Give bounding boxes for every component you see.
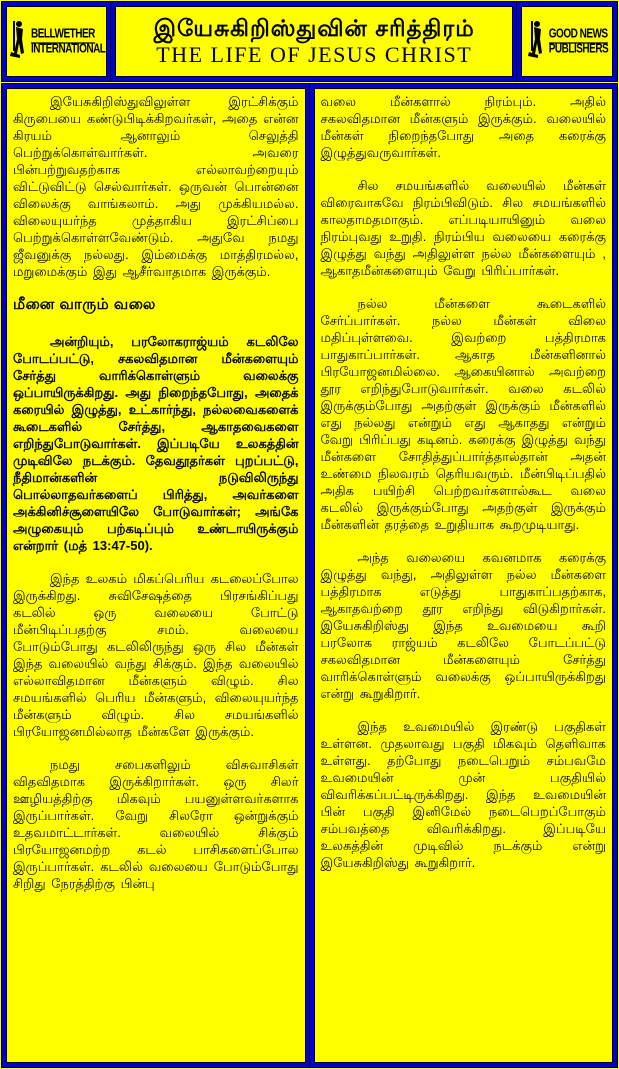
paragraph: அந்த வலையை கவனமாக கரைக்கு இழுத்து வந்து, அதிலுள்ள நல்ல மீன்களை பத்திரமாக எடுத்து பாதுகாப்பதற்காக, ஆகாதவற்றை தூர எறிந்து விடுகிறார்கள். இயேசுகிறிஸ்து இந்த உவமையை கூறி பரலோக ராஜ்யம் கடலிலே போடப்பட்டு சகலவிதமான மீன்களையும் சேர்த்து வாரிக்கொள்ளும் வலைக்கு ஒப்பாயிருக்கிறது என்று கூறுகிறார். bbox=[320, 550, 606, 701]
paragraph: இந்த உவமையில் இரண்டு பகுதிகள் உள்ளன. முதலாவது பகுதி மிகவும் தெளிவாக உள்ளது. தற்போது நடைபெறும் சம்பவமே உவமையின் முன் பகுதியில் விவரிக்கப்பட்டிருக்கிறது. இந்த உவமையின் பின் பகுதி இனிமேல் நடைபெறப்போகும் சம்பவத்தை விவரிக்கிறது. இப்படியே உலகத்தின் முடிவில் நடக்கும் என்று இயேசுகிறிஸ்து கூறுகிறார். bbox=[320, 719, 606, 870]
bellwether-logo-text bbox=[31, 26, 106, 56]
bellwether-logo-line2: INTERNATIONAL bbox=[31, 42, 106, 56]
bellwether-figure-icon bbox=[8, 19, 28, 64]
paragraph: சில சமயங்களில் வலையில் மீன்கள் விரைவாகவே நிரம்பிவிடும். சில சமயங்களில் காலதாமதமாகும். எப்படியாயினும் வலை நிரம்புவது உறுதி. நிரம்பிய வலையை கரைக்கு இழுத்து வந்து அதிலுள்ள நல்ல மீன்களையும் , ஆகாதமீன்களையும் வேறு பிரிப்பார்கள். bbox=[320, 178, 606, 278]
header bbox=[2, 2, 617, 81]
title-box bbox=[111, 2, 517, 81]
bellwether-logo-line1: BELLWETHER bbox=[31, 27, 95, 43]
right-column bbox=[310, 84, 618, 1067]
paragraph: நல்ல மீன்களை கூடைகளில் சேர்ப்பார்கள். நல்ல மீன்கள் விலை மதிப்புள்ளவை. இவற்றை பத்திரமாக பாதுகாப்பார்கள். ஆகாத மீன்களினால் பிரயோஜனமில்லை. ஆகையினால் அவற்றை தூர எறிந்துபோடுவார்கள். வலை கடலில் இருக்கும்போது அதற்குள் இருக்கும் மீன்களில் எது நல்லது என்றும் எது ஆகாதது என்றும் வேறு பிரிப்பது கடினம். கரைக்கு இழுத்து வந்து மீன்களை சோதித்துப்பார்த்தால்தான் அதன் உண்மை நிலவரம் தெரியவரும். மீன்பிடிப்பதில் அதிக பயிற்சி பெற்றவர்களால்கூட வலை கடலில் இருக்கும்போது அதற்குள் இருக்கும் மீன்களின் தரத்தை உறுதியாக கூறமுடியாது. bbox=[320, 296, 606, 532]
paragraph: நமது சபைகளிலும் விசுவாசிகள் விதவிதமாக இருக்கிறார்கள். ஒரு சிலர் ஊழியத்திற்கு மிகவும் பயனுள்ளவர்களாக இருப்பார்கள். வேறு சிலரோ ஒன்றுக்கும் உதவமாட்டார்கள். வலையில் சிக்கும் பிரயோஜனமற்ற கடல் பாசிகளைப்போல இருப்பார்கள். கடலில் வலையை போடும்போது சிறிது நேரத்திற்கு பின்பு bbox=[13, 757, 299, 891]
paragraph-continuation: வலை மீன்களால் நிரம்பும். அதில் சகலவிதமான மீன்களும் இருக்கும். வலையில் மீன்கள் நிறைந்தபோது அதை கரைக்கு இழுத்துவருவார்கள். bbox=[320, 94, 606, 160]
page-title-tamil: இயேசுகிறிஸ்துவின் சரித்திரம் bbox=[153, 14, 475, 41]
paragraph-intro: இயேசுகிறிஸ்துவிலுள்ள இரட்சிக்கும் கிருபையை கண்டுபிடிக்கிறவர்கள், அதை என்ன கிரயம் ஆனாலும் செலுத்தி பெற்றுக்கொள்வார்கள். அவரை பின்பற்றுவதற்காக எல்லாவற்றையும் விட்டுவிட்டு செல்வார்கள். ஒருவன் பொன்னை விலைக்கு வாங்கலாம். அது முக்கியமல்ல. விலையுயர்ந்த முத்தாகிய இரட்சிப்பை பெற்றுக்கொள்ளவேண்டும். அதுவே நமது ஜீவனுக்கு நல்லது. இம்மைக்கு மாத்திரமல்ல, மறுமைக்கும் இது ஆசீர்வாதமாக இருக்கும். bbox=[13, 94, 299, 279]
content bbox=[2, 84, 617, 1067]
goodnews-logo bbox=[517, 2, 617, 81]
section-heading: மீனை வாரும் வலை bbox=[13, 296, 156, 313]
paragraph-scripture: அன்றியும், பரலோகராஜ்யம் கடலிலே போடப்பட்டு, சகலவிதமான மீன்களையும் சேர்த்து வாரிக்கொள்ளும் வலைக்கு ஒப்பாயிருக்கிறது. அது நிறைந்தபோது, அதைக் கரையில் இழுத்து, உட்கார்ந்து, நல்லவைகளைக் கூடைகளில் சேர்த்து, ஆகாதவைகளை எறிந்துபோடுவார்கள். இப்படியே உலகத்தின் முடிவிலே நடக்கும். தேவதூதர்கள் புறப்பட்டு, நீதிமான்களின் நடுவிலிருந்து பொல்லாதவர்களைப் பிரித்து, அவர்களை அக்கினிச்சூளையிலே போடுவார்கள்; அங்கே அழுகையும் பற்கடிப்பும் உண்டாயிருக்கும் என்றார் (மத் 13:47-50). bbox=[13, 334, 299, 553]
goodnews-figure-icon bbox=[526, 19, 546, 64]
page-title-english: THE LIFE OF JESUS CHRIST bbox=[156, 42, 473, 68]
bellwether-logo bbox=[2, 2, 111, 81]
left-column bbox=[2, 84, 310, 1067]
goodnews-logo-line2: PUBLISHERS bbox=[548, 42, 609, 56]
goodnews-logo-line1: GOOD NEWS bbox=[549, 27, 608, 43]
goodnews-logo-text bbox=[548, 26, 609, 56]
paragraph: இந்த உலகம் மிகப்பெரிய கடலைப்போல இருக்கிறது. சுவிசேஷத்தை பிரசங்கிப்பது கடலில் ஒரு வலையை போட்டு மீன்பிடிப்பதற்கு சமம். வலையை போடும்போது கடலிலிருந்து ஒரு சில மீன்கள் இந்த வலையில் வந்து சிக்கும். இந்த வலையில் எல்லாவிதமான மீன்களும் விழும். சில சமயங்களில் பெரிய மீன்களும், விலையுயர்ந்த மீன்களும் விழும். சில சமயங்களில் பிரயோஜனமில்லாத மீன்களே இருக்கும். bbox=[13, 571, 299, 739]
